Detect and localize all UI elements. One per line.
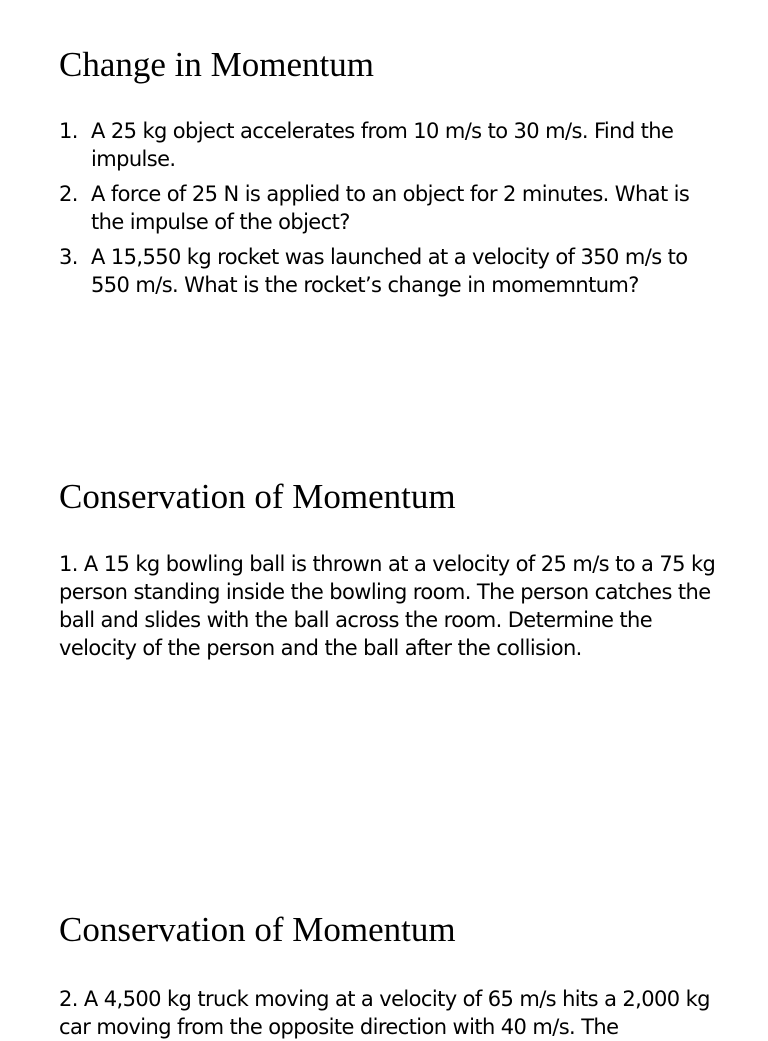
problem-text: A 15,550 kg rocket was launched at a velocity of 350 m/s to 550 m/s. What is the rocket’s change in momemntum?: [91, 245, 688, 297]
problem-text: A force of 25 N is applied to an object for 2 minutes. What is the impulse of the object?: [91, 182, 690, 234]
list-item: [59, 243, 719, 299]
conservation-problem-1: 1. A 15 kg bowling ball is thrown at a velocity of 25 m/s to a 75 kg person standing inside the bowling room. The person catches the ball and slides with the ball across the room. Determine the velocity of the person and the ball after the collision.: [59, 552, 716, 660]
change-in-momentum-problem-list: [59, 117, 719, 306]
conservation-problem-2: 2. A 4,500 kg truck moving at a velocity of 65 m/s hits a 2,000 kg car moving from the opposite direction with 40 m/s. The: [59, 987, 710, 1039]
section-title-conservation-of-momentum-2: Conservation of Momentum: [59, 910, 456, 949]
section-title-change-in-momentum: Change in Momentum: [59, 45, 374, 84]
problem-text: A 25 kg object accelerates from 10 m/s to 30 m/s. Find the impulse.: [91, 119, 674, 171]
problem-number: 3.: [59, 245, 78, 269]
section-title-conservation-of-momentum-1: Conservation of Momentum: [59, 477, 456, 516]
page-bottom-clip: [0, 985, 768, 1039]
list-item: [59, 180, 719, 236]
problem-number: 1.: [59, 119, 78, 143]
list-item: [59, 117, 719, 173]
problem-number: 2.: [59, 182, 78, 206]
